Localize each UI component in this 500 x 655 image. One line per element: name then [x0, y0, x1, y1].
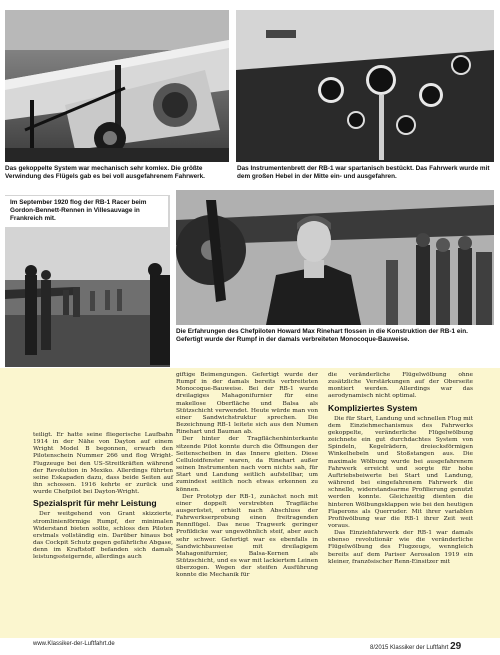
section-heading-spezialsprit: Spezialsprit für mehr Leistung [33, 498, 157, 509]
wing-mechanism-photo [5, 10, 229, 162]
article-column-2 [176, 372, 318, 580]
instrument-panel-photo [236, 10, 494, 162]
footer-website[interactable]: www.Klassiker-der-Luftfahrt.de [33, 641, 115, 647]
article-paragraph: giftige Beimengungen. Gefertigt wurde der Rumpf in der damals bereits verbreiteten Monocoque-Bauweise. Bei der RB-1 wurde dreilagiges Mahagonifurnier für eine makellose Oberfläche und Balsa als Stützschicht verwendet. Heute würde man von einer Sandwichstruktur sprechen. Die Bezeichnung RB-1 leitete sich aus den Numen Rinehart und Bauman ab. [176, 372, 318, 436]
footer-magazine-name: Klassiker der Luftfahrt [390, 645, 449, 651]
article-column-1 [33, 432, 173, 562]
article-paragraph: Der hinter der Tragflächenhinterkante sitzende Pilot konnte durch die Öffnungen der Seitenscheiben in das Innere gleiten. Diese Celluloidfenster waren, da Rinehart außer seinen Instrumenten nach vorn nichts sah, für Start und Landung seitlich aufstellbar, um zumindest seitlich noch etwas erkennen zu können. [176, 436, 318, 493]
caption-instrument-panel: Das Instrumentenbrett der RB-1 war spartanisch bestückt. Das Fahrwerk wurde mit dem großen Hebel in der Mitte ein- und ausgefahren. [237, 165, 490, 181]
article-paragraph: Die für Start, Landung und schnellen Flug mit dem Einziehmechanismus des Fahrwerks gekoppelte, veränderliche Flügelwölbung zeichnete ein gut durchdachtes System von Spindeln, Kegelrädern, dreiecksförmigen Winkelhebeln und Stoßstangen aus. Die maximale Wölbung wurde bei ausgefahrenem Fahrwerk erreicht und sorgte für hohe Auftriebsbeiwerte bei Start und Landung, während bei eingefahrenem Fahrwerk die schnelle, widerstandsarme Profilierung genutzt werden konnte. Gleichzeitig dienten die hinteren Wölbungsklappen wie bei den heutigen Flaperons als Querruder. Mit ihrer variablen Profilwölbung war die RB-1 ihrer Zeit weit voraus. [328, 415, 473, 529]
pilot-rinehart-photo [176, 190, 494, 325]
page-number: 29 [450, 641, 462, 652]
article-paragraph: die veränderliche Flügelwölbung ohne zusätzliche Verstärkungen auf der Oberseite montiert werden. Allerdings war das aerodynamisch nicht optimal. [328, 372, 473, 400]
caption-pilot-rinehart: Die Erfahrungen des Chefpiloten Howard Max Rinehart flossen in die Konstruktion der RB-1 ein. Gefertigt wurde der Rumpf in der damals verbreiteten Monocoque-Bauweise. [176, 328, 468, 344]
article-paragraph: Das Einziehfahrwerk der RB-1 war damals ebenso revolutionär wie die veränderliche Flügelwölbung des Flugzeugs, wenngleich bereits auf dem Pariser Aerosalon 1919 ein kleiner, französischer Renn-Einsitzer mit [328, 530, 473, 565]
footer-issue-number: 8/2015 [370, 645, 389, 651]
footer-issue [370, 641, 461, 652]
article-paragraph: Der weitgehend von Grant skizzierte, stromlinienförmige Rumpf, der minimalen Widerstand bieten sollte, schloss den Piloten erstmals vollständig ein. Darüber hinaus bot das Cockpit Schutz gegen gefährliche Abgase, denn im Kraftstoff befanden sich damals leistungssteigernde, allerdings auch [33, 511, 173, 561]
section-heading-kompliziertes-system: Kompliziertes System [328, 402, 418, 413]
article-paragraph: Der Prototyp der RB-1, zunächst noch mit einer doppelt verstrebten Tragfläche ausgerüstet, erhielt nach Abschluss der Fahrwerkserprobung einen freitragenden Rennflügel. Das neue Tragwerk geringer Profildicke war ungewöhnlich steif, aber auch sehr schwer. Gefertigt war es ebenfalls in Sandwichbauweise mit dreilagigem Mahagonifurnier, Balsa-Kernen als Stützschicht, und es war mit lackiertem Leinen überzogen. Wegen der steifen Ausführung konnte die Mechanik für [176, 493, 318, 579]
article-paragraph: teiligt. Er hatte seine fliegerische Laufbahn 1914 in der Nähe von Dayton auf einem Wright Model B begonnen, erwarb den Pilotenschein Nummer 266 und flog Wright-Flugzeuge bei den US-Streitkräften während der Revolution in Mexiko. Allerdings führten seine Eskapaden dazu, dass beide Seiten auf ihn schossen. 1916 kehrte er zurück und wurde Chefpilot bei Dayton-Wright. [33, 432, 173, 496]
caption-airfield-race: Im September 1920 flog der RB-1 Racer beim Gordon-Bennett-Rennen in Villesauvage in Frankreich mit. [5, 196, 168, 227]
caption-wing-mechanism: Das gekoppelte System war mechanisch sehr komlex. Die größte Verwindung des Flügels gab es bei voll ausgefahrenem Fahrwerk. [5, 165, 205, 181]
article-column-3 [328, 372, 473, 566]
